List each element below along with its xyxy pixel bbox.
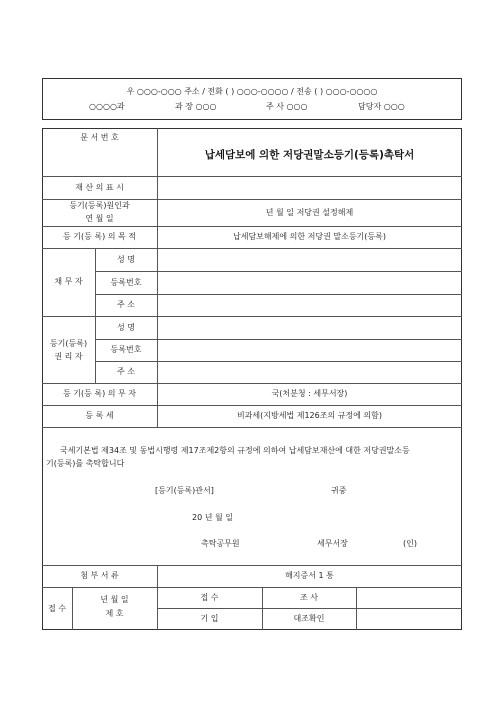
line	[42, 383, 462, 384]
registration-tax-value: 비과세(지방세법 제126조의 규정에 의함)	[236, 411, 383, 420]
line	[42, 405, 462, 406]
body-paragraph-line-1: 국세기본법 제34조 및 동법시행령 제17조제2항의 규정에 의하여 납세담보재산에 대한 저당권말소등	[60, 446, 410, 455]
body-paragraph-line-2: 기(등록)를 촉탁합니다	[46, 459, 125, 468]
requesting-officer: 촉탁공무원	[201, 539, 240, 548]
header-address-line: 우 ○○○-○○○ 주소 / 전화 ( ) ○○○-○○○○ / 전송 ( ) ○○○-○○○○	[126, 87, 378, 96]
receipt-cell: 접 수	[200, 593, 219, 602]
purpose-value: 납세담보해제에 의한 저당권 말소등기(등록)	[233, 232, 386, 241]
doc-number-label: 문 서 번 호	[80, 133, 119, 142]
line	[157, 608, 462, 609]
header-dept: ○○○○과	[89, 102, 125, 111]
attachments-value: 해지증서 1 통	[285, 571, 334, 580]
header-handler: 담당자 ○○○	[358, 102, 405, 111]
debtor-name-label: 성 명	[117, 255, 135, 264]
property-label: 재 산 의 표 시	[75, 183, 124, 192]
recipient-suffix: 귀중	[331, 486, 347, 495]
seal-mark: (인)	[403, 539, 417, 548]
header-officer: 주 사 ○○○	[266, 102, 308, 111]
registration-tax-label: 등 록 세	[85, 411, 114, 420]
rights-name-field[interactable]	[158, 317, 461, 338]
verification-cell: 대조확인	[293, 614, 325, 623]
registry-office: [등기(등록)관서]	[155, 486, 214, 495]
cause-label-2: 연 월 일	[85, 214, 114, 223]
debtor-label: 채 무 자	[54, 277, 83, 286]
request-date: 20 년 월 일	[192, 513, 233, 522]
rights-regno-label: 등록번호	[110, 345, 142, 354]
rights-regno-field[interactable]	[158, 340, 461, 360]
debtor-address-field[interactable]	[158, 295, 461, 315]
obligor-value: 국(처분청 : 세무서장)	[271, 389, 348, 398]
tax-office-director: 세무서장	[317, 539, 348, 548]
line	[356, 587, 357, 630]
debtor-regno-label: 등록번호	[110, 278, 142, 287]
purpose-label: 등 기(등 록) 의 목 적	[62, 232, 137, 241]
debtor-name-field[interactable]	[158, 249, 461, 270]
debtor-regno-field[interactable]	[158, 272, 461, 293]
line	[95, 248, 96, 383]
rights-holder-label-1: 등기(등록)	[49, 339, 88, 348]
cause-label-1: 등기(등록)원인과	[69, 201, 130, 210]
rights-name-label: 성 명	[117, 323, 135, 332]
entry-cell: 기 입	[200, 614, 219, 623]
debtor-address-label: 주 소	[117, 300, 135, 309]
document-title: 납세담보에 의한 저당권말소등기(등록)촉탁서	[204, 149, 415, 161]
line	[42, 226, 462, 227]
receipt-number-label: 제 호	[105, 609, 124, 618]
receipt-label: 접 수	[48, 604, 66, 613]
receipt-date-label: 년 월 일	[100, 595, 129, 604]
cause-value: 년 월 일 저당권 설정해제	[265, 208, 354, 217]
line	[42, 427, 462, 428]
rights-holder-label-2: 권 리 자	[54, 352, 83, 361]
header-box	[42, 78, 462, 120]
property-value[interactable]	[158, 177, 461, 198]
line	[42, 587, 462, 588]
line	[72, 587, 73, 630]
header-chief: 과 장 ○○○	[175, 102, 217, 111]
attachments-label: 첨 부 서 류	[80, 571, 119, 580]
review-cell: 조 사	[300, 593, 318, 602]
obligor-label: 등 기(등 록) 의 무 자	[62, 389, 137, 398]
rights-address-field[interactable]	[158, 362, 461, 382]
rights-address-label: 주 소	[117, 367, 135, 376]
line	[42, 565, 462, 566]
line	[42, 199, 462, 200]
